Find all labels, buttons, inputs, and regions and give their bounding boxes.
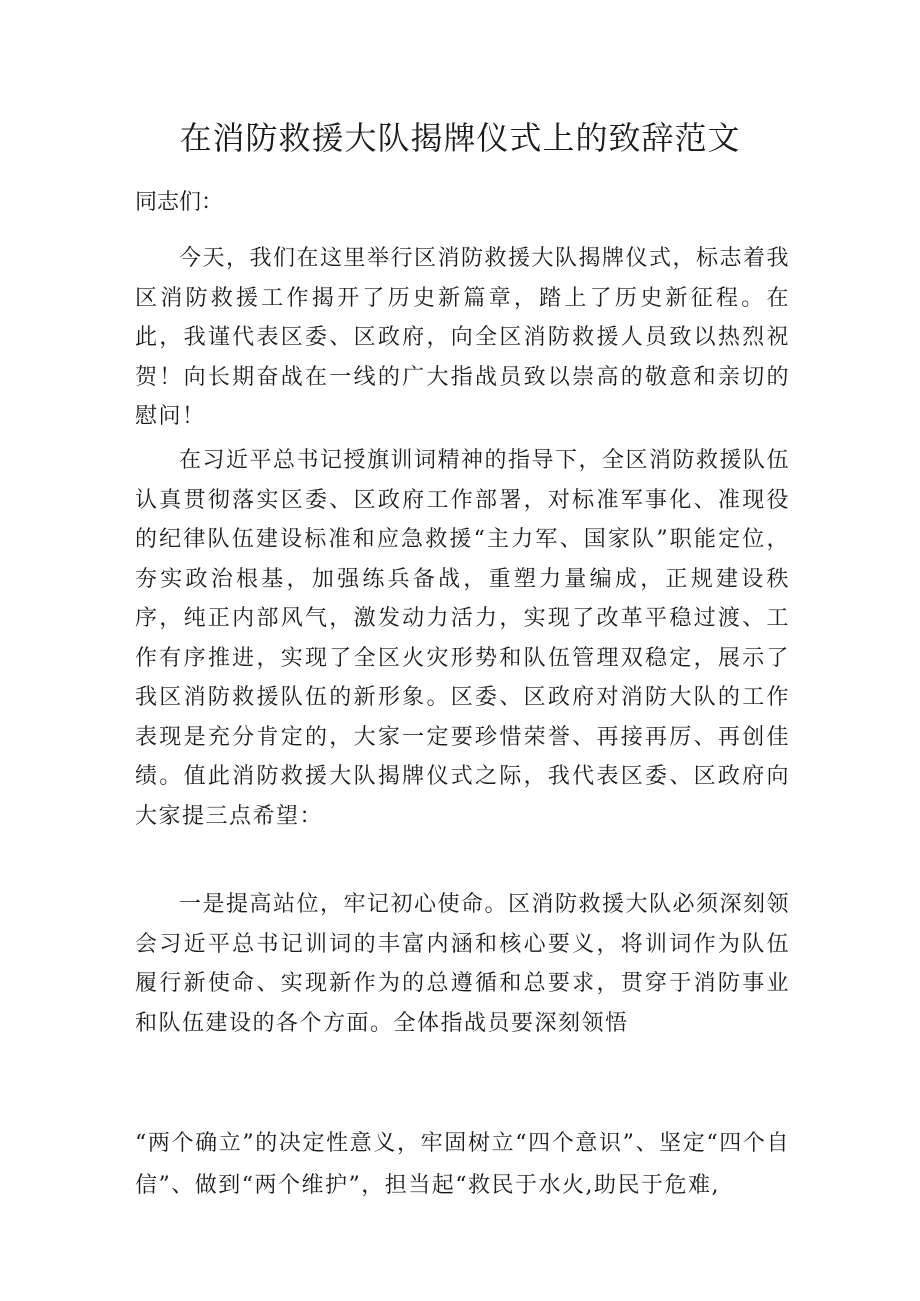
paragraph-hope-one: 一是提高站位，牢记初心使命。区消防救援大队必须深刻领会习近平总书记训词的丰富内涵和核心要义，将训词作为队伍履行新使命、实现新作为的总遵循和总要求，贯穿于消防事业和队伍建设的各个方面。全体指战员要深刻领悟 [135, 892, 791, 1036]
document-title: 在消防救援大队揭牌仪式上的致辞范文 [179, 119, 741, 157]
paragraph-continuation: “两个确立”的决定性意义，牢固树立“四个意识”、坚定“四个自信”、做到“两个维护”，担当起“救民于水火,助民于危难, [135, 1131, 790, 1198]
paragraph-achievements: 在习近平总书记授旗训词精神的指导下，全区消防救援队伍认真贯彻落实区委、区政府工作部署，对标准军事化、准现役的纪律队伍建设标准和应急救援“主力军、国家队”职能定位，夯实政治根基，加强练兵备战，重塑力量编成，正规建设秩序，纯正内部风气，激发动力活力，实现了改革平稳过渡、工作有序推进，实现了全区火灾形势和队伍管理双稳定，展示了我区消防救援队伍的新形象。区委、区政府对消防大队的工作表现是充分肯定的，大家一定要珍惜荣誉、再接再厉、再创佳绩。值此消防救援大队揭牌仪式之际，我代表区委、区政府向大家提三点希望： [135, 448, 791, 829]
paragraph-opening: 今天，我们在这里举行区消防救援大队揭牌仪式，标志着我区消防救援工作揭开了历史新篇章，踏上了历史新征程。在此，我谨代表区委、区政府，向全区消防救援人员致以热烈祝贺！向长期奋战在一线的广大指战员致以崇高的敬意和亲切的慰问！ [135, 246, 791, 429]
salutation: 同志们： [135, 190, 224, 215]
